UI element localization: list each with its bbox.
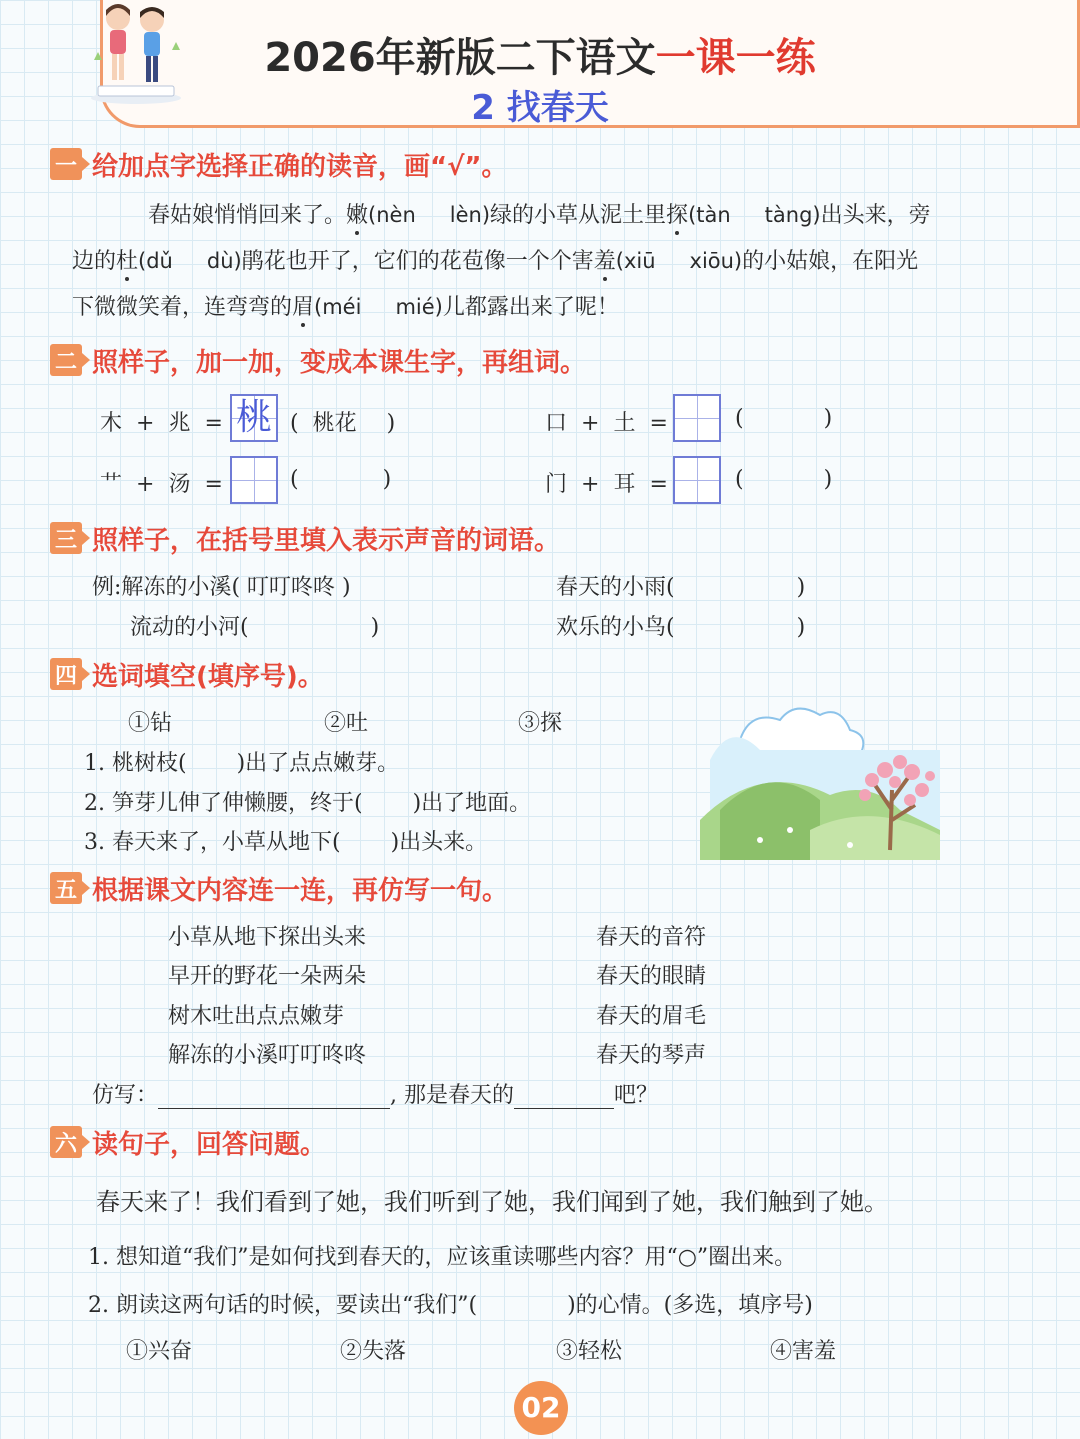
s4-q-text: )出了地面。	[412, 791, 532, 816]
s1-pinyin-option[interactable]: (xiū	[615, 249, 656, 273]
s6-option-2: ②失落	[340, 1339, 407, 1364]
section-4-heading	[50, 656, 324, 692]
s6-question-2	[88, 1288, 813, 1319]
s2-char-box-1[interactable]	[230, 394, 278, 442]
s1-dotted-char: 嫩	[346, 203, 369, 228]
section-3-heading	[50, 520, 560, 556]
s1-pinyin-option[interactable]: mié)	[395, 295, 443, 319]
s1-pinyin-option[interactable]: tàng)	[764, 203, 821, 227]
s4-q-text: )出了点点嫩芽。	[236, 751, 400, 776]
s2-formula-2	[545, 406, 668, 437]
s2-part: 兆	[168, 411, 191, 436]
s4-q-text: 3. 春天来了，小草从地下(	[84, 830, 341, 855]
s1-pinyin-option[interactable]: xiōu)	[689, 249, 743, 273]
s1-pinyin-option[interactable]: dù)	[206, 249, 242, 273]
s2-word-4[interactable]	[735, 467, 832, 492]
section-1-heading	[50, 146, 508, 182]
s3-item-4: 欢乐的小鸟( )	[556, 615, 806, 640]
section-5-badge: 五	[50, 872, 82, 904]
s2-paren: )	[386, 411, 396, 436]
s4-option-1: ①钻	[128, 711, 173, 736]
s1-text: 绿的小草从泥土里	[490, 203, 667, 228]
section-6-title: 读句子，回答问题。	[92, 1129, 327, 1160]
s2-answer-char: 桃	[235, 397, 272, 438]
s2-word-2[interactable]	[735, 406, 832, 431]
s1-pinyin-option[interactable]: lèn)	[449, 203, 491, 227]
section-6-heading	[50, 1124, 326, 1160]
s2-paren: )	[823, 467, 833, 492]
s1-dotted-char: 探	[666, 203, 689, 228]
s3-answer[interactable]: 叮叮咚咚	[247, 575, 336, 600]
s2-char-box-3[interactable]	[230, 456, 278, 504]
s2-char-box-2[interactable]	[673, 394, 721, 442]
s4-q-text: 2. 笋芽儿伸了伸懒腰，终于(	[84, 791, 363, 816]
section-4-title: 选词填空(填序号)。	[92, 661, 324, 692]
section-6-badge: 六	[50, 1126, 82, 1158]
s4-option-2: ②吐	[324, 711, 369, 736]
s2-paren: (	[735, 467, 744, 492]
s3-item-text: 流动的小河	[130, 615, 241, 640]
section-4-badge: 四	[50, 658, 82, 690]
s5-left-item[interactable]: 树木吐出点点嫩芽	[168, 1004, 345, 1029]
s2-char-box-4[interactable]	[673, 456, 721, 504]
s6-q-text: 2. 朗读这两句话的时候，要读出“我们”(	[88, 1293, 478, 1318]
s3-item-text: 欢乐的小鸟	[556, 615, 667, 640]
s1-line-1	[148, 198, 931, 229]
s5-imitate	[92, 1078, 658, 1109]
s5-imitate-end: 吧？	[614, 1083, 659, 1108]
s5-right-item[interactable]: 春天的音符	[596, 925, 707, 950]
s5-left-item[interactable]: 解冻的小溪叮叮咚咚	[168, 1043, 367, 1068]
s2-part: 耳	[613, 472, 636, 497]
section-3-badge: 三	[50, 522, 82, 554]
s2-part: 艹	[100, 472, 123, 497]
s1-text: 鹃花也开了，它们的花苞像一个个害	[241, 249, 594, 274]
s1-text: 边的	[72, 249, 117, 274]
s2-formula-1	[100, 406, 223, 437]
section-2-title: 照样子，加一加，变成本课生字，再组词。	[92, 347, 587, 378]
s1-text: 出头来，旁	[820, 203, 931, 228]
s6-question-1: 1. 想知道“我们”是如何找到春天的，应该重读哪些内容？用“○”圈出来。	[88, 1245, 797, 1270]
s2-answer-char	[675, 458, 719, 502]
s1-text: 下微微笑着，连弯弯的	[72, 295, 293, 320]
page-title	[0, 26, 1080, 83]
s1-line-3	[72, 290, 619, 321]
s2-answer-word: 桃花	[312, 411, 357, 436]
s1-dotted-char: 眉	[292, 295, 315, 320]
title-main: 2026年新版二下语文	[264, 35, 656, 81]
s5-imitate-label: 仿写：	[92, 1083, 159, 1108]
title-highlight: 一课一练	[655, 35, 816, 81]
s1-dotted-char: 羞	[593, 249, 616, 274]
s5-imitate-blank-1[interactable]	[158, 1087, 390, 1109]
section-1-badge: 一	[50, 148, 82, 180]
s2-paren: )	[823, 406, 833, 431]
s1-dotted-char: 杜	[116, 249, 139, 274]
s1-pinyin-option[interactable]: (méi	[314, 295, 362, 319]
s3-item-text: 春天的小雨	[556, 575, 667, 600]
s2-plus: +	[136, 411, 155, 436]
s3-item-3: 流动的小河( )	[130, 615, 380, 640]
s5-right-item[interactable]: 春天的眉毛	[596, 1004, 707, 1029]
s3-item-text: 解冻的小溪	[121, 575, 232, 600]
section-2-badge: 二	[50, 344, 82, 376]
s2-answer-char	[675, 396, 719, 440]
section-2-heading	[50, 342, 586, 378]
s2-part: 门	[545, 472, 568, 497]
s2-paren: (	[290, 467, 299, 492]
s4-q-text: )出头来。	[390, 830, 488, 855]
s1-text: 儿都露出来了呢！	[442, 295, 619, 320]
s6-option-4: ④害羞	[770, 1339, 837, 1364]
s2-paren: (	[290, 411, 299, 436]
lesson-subtitle: 2 找春天	[471, 88, 609, 128]
s2-part: 口	[545, 411, 568, 436]
section-5-heading	[50, 870, 508, 906]
s2-plus: +	[581, 411, 600, 436]
s2-paren: )	[382, 467, 392, 492]
s2-equals: =	[649, 472, 668, 497]
s2-formula-3	[100, 467, 223, 498]
s6-option-1: ①兴奋	[126, 1339, 193, 1364]
s5-imitate-blank-2[interactable]	[514, 1087, 614, 1109]
s4-q-text: 1. 桃树枝(	[84, 751, 187, 776]
s5-right-item[interactable]: 春天的眼睛	[596, 964, 707, 989]
section-3-title: 照样子，在括号里填入表示声音的词语。	[92, 525, 561, 556]
s5-right-item[interactable]: 春天的琴声	[596, 1043, 707, 1068]
s2-plus: +	[581, 472, 600, 497]
s5-imitate-mid: , 那是春天的	[390, 1083, 515, 1108]
s2-equals: =	[204, 411, 223, 436]
s2-part: 土	[613, 411, 636, 436]
s2-part: 汤	[168, 472, 191, 497]
s1-pinyin-option[interactable]: (tàn	[688, 203, 731, 227]
s4-question-3	[84, 825, 487, 856]
s1-text: 春姑娘悄悄回来了。	[148, 203, 347, 228]
s2-answer-char	[232, 458, 276, 502]
s6-option-3: ③轻松	[556, 1339, 623, 1364]
s2-equals: =	[649, 411, 668, 436]
section-5-title: 根据课文内容连一连，再仿写一句。	[92, 875, 509, 906]
s2-word-3[interactable]	[290, 467, 391, 492]
s4-question-2	[84, 786, 531, 817]
s2-plus: +	[136, 472, 155, 497]
s3-item-2: 春天的小雨( )	[556, 575, 806, 600]
page-number: 02	[514, 1381, 568, 1435]
s3-example-label: 例:	[92, 575, 122, 600]
spring-illustration	[700, 700, 960, 860]
s1-line-2	[72, 244, 918, 275]
s2-paren: (	[735, 406, 744, 431]
s2-formula-4	[545, 467, 668, 498]
s6-passage: 春天来了！我们看到了她，我们听到了她，我们闻到了她，我们触到了她。	[96, 1188, 888, 1216]
s6-q-text: )的心情。(多选，填序号)	[567, 1293, 813, 1318]
s2-equals: =	[204, 472, 223, 497]
s4-option-3: ③探	[518, 711, 563, 736]
s5-left-item[interactable]: 早开的野花一朵两朵	[168, 964, 367, 989]
section-1-title: 给加点字选择正确的读音，画“√”。	[92, 151, 508, 182]
s1-pinyin-option[interactable]: (dǔ	[138, 249, 173, 273]
s1-text: 的小姑娘，在阳光	[742, 249, 919, 274]
s1-pinyin-option[interactable]: (nèn	[368, 203, 416, 227]
s2-word-1[interactable]	[290, 406, 395, 437]
s5-left-item[interactable]: 小草从地下探出头来	[168, 925, 367, 950]
s3-item-1: 例:解冻的小溪( 叮叮咚咚 )	[92, 575, 351, 600]
s4-question-1	[84, 746, 399, 777]
s2-part: 木	[100, 411, 123, 436]
